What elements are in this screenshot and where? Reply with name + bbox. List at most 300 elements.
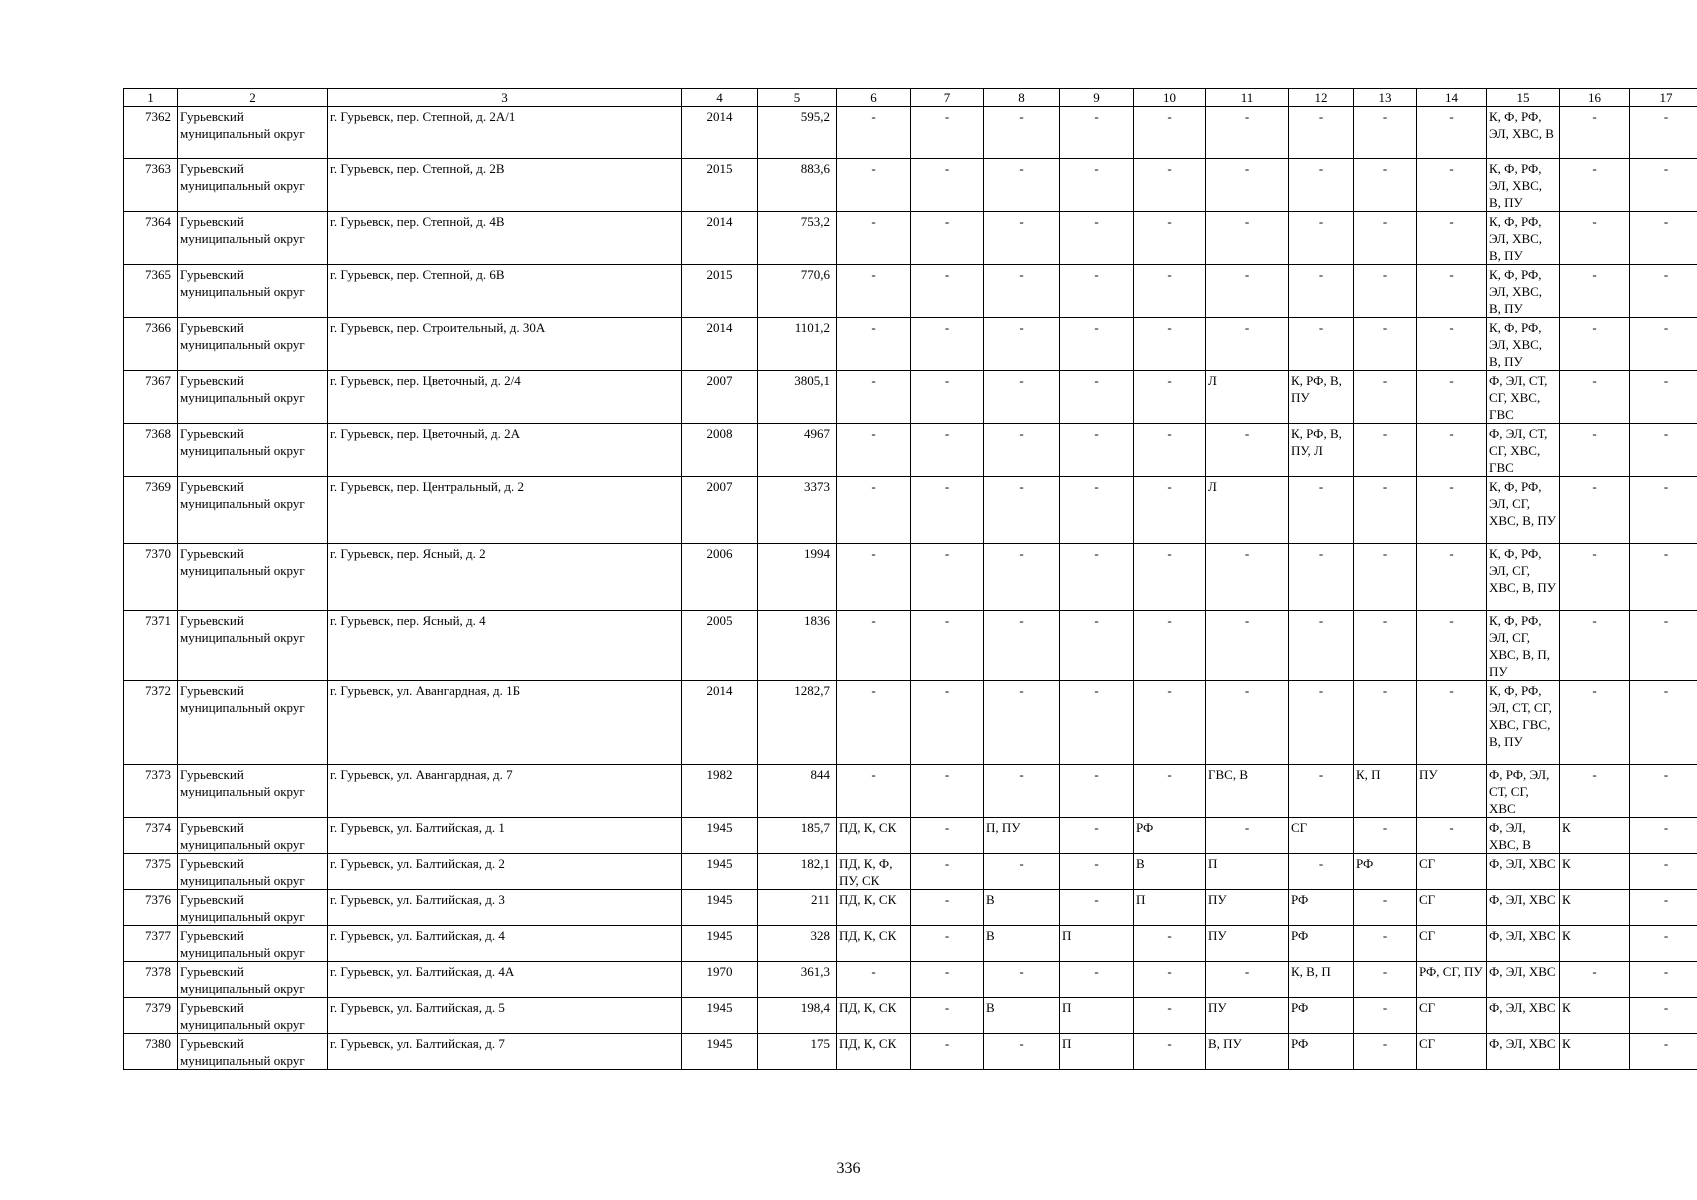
cell-col-16: К (1560, 890, 1630, 926)
cell-col-8: - (984, 765, 1060, 818)
cell-col-17: - (1630, 318, 1697, 371)
cell-col-1: 7380 (124, 1034, 178, 1070)
cell-col-12: - (1289, 318, 1354, 371)
table-row (124, 424, 1697, 477)
column-number-1: 1 (124, 89, 178, 107)
cell-col-13: - (1354, 107, 1417, 159)
cell-col-11: - (1206, 544, 1289, 611)
cell-col-8: - (984, 318, 1060, 371)
cell-col-7: - (911, 854, 984, 890)
cell-col-11: - (1206, 424, 1289, 477)
cell-col-1: 7374 (124, 818, 178, 854)
cell-col-6: - (837, 265, 911, 318)
cell-col-14: РФ, СГ, ПУ (1417, 962, 1487, 998)
cell-col-9: - (1060, 681, 1134, 765)
cell-col-4: 2014 (682, 107, 758, 159)
cell-col-12: - (1289, 765, 1354, 818)
cell-col-4: 2014 (682, 681, 758, 765)
cell-col-17: - (1630, 107, 1697, 159)
cell-col-14: - (1417, 477, 1487, 544)
cell-col-3: г. Гурьевск, ул. Балтийская, д. 4А (328, 962, 682, 998)
cell-col-5: 1836 (758, 611, 837, 681)
table-row (124, 962, 1697, 998)
cell-col-17: - (1630, 926, 1697, 962)
column-number-3: 3 (328, 89, 682, 107)
cell-col-5: 595,2 (758, 107, 837, 159)
cell-col-3: г. Гурьевск, пер. Строительный, д. 30А (328, 318, 682, 371)
cell-col-6: - (837, 318, 911, 371)
cell-col-5: 3805,1 (758, 371, 837, 424)
cell-col-15: К, Ф, РФ, ЭЛ, СГ, ХВС, В, ПУ (1487, 544, 1560, 611)
cell-col-2: Гурьевский муниципальный округ (178, 371, 328, 424)
cell-col-17: - (1630, 681, 1697, 765)
cell-col-12: РФ (1289, 890, 1354, 926)
cell-col-8: - (984, 212, 1060, 265)
cell-col-10: - (1134, 159, 1206, 212)
cell-col-8: - (984, 544, 1060, 611)
cell-col-6: - (837, 424, 911, 477)
cell-col-13: - (1354, 212, 1417, 265)
cell-col-3: г. Гурьевск, пер. Цветочный, д. 2/4 (328, 371, 682, 424)
cell-col-6: - (837, 544, 911, 611)
cell-col-3: г. Гурьевск, пер. Степной, д. 6В (328, 265, 682, 318)
cell-col-7: - (911, 818, 984, 854)
cell-col-13: - (1354, 962, 1417, 998)
cell-col-7: - (911, 1034, 984, 1070)
cell-col-4: 2006 (682, 544, 758, 611)
cell-col-14: - (1417, 371, 1487, 424)
cell-col-1: 7364 (124, 212, 178, 265)
cell-col-5: 883,6 (758, 159, 837, 212)
table-row (124, 212, 1697, 265)
cell-col-2: Гурьевский муниципальный округ (178, 890, 328, 926)
cell-col-7: - (911, 477, 984, 544)
cell-col-6: ПД, К, СК (837, 818, 911, 854)
cell-col-13: - (1354, 681, 1417, 765)
cell-col-3: г. Гурьевск, ул. Балтийская, д. 3 (328, 890, 682, 926)
cell-col-11: П (1206, 854, 1289, 890)
cell-col-9: - (1060, 107, 1134, 159)
cell-col-2: Гурьевский муниципальный округ (178, 265, 328, 318)
cell-col-3: г. Гурьевск, пер. Степной, д. 2А/1 (328, 107, 682, 159)
cell-col-6: ПД, К, СК (837, 998, 911, 1034)
cell-col-7: - (911, 107, 984, 159)
cell-col-14: - (1417, 107, 1487, 159)
cell-col-3: г. Гурьевск, ул. Балтийская, д. 2 (328, 854, 682, 890)
cell-col-6: ПД, К, СК (837, 1034, 911, 1070)
cell-col-2: Гурьевский муниципальный округ (178, 854, 328, 890)
cell-col-10: - (1134, 611, 1206, 681)
cell-col-16: - (1560, 962, 1630, 998)
cell-col-2: Гурьевский муниципальный округ (178, 926, 328, 962)
table-row (124, 544, 1697, 611)
cell-col-8: - (984, 854, 1060, 890)
cell-col-14: - (1417, 212, 1487, 265)
cell-col-11: ГВС, В (1206, 765, 1289, 818)
cell-col-14: - (1417, 818, 1487, 854)
table-row (124, 159, 1697, 212)
cell-col-11: Л (1206, 371, 1289, 424)
cell-col-2: Гурьевский муниципальный округ (178, 544, 328, 611)
cell-col-10: - (1134, 765, 1206, 818)
cell-col-9: - (1060, 159, 1134, 212)
cell-col-16: - (1560, 159, 1630, 212)
cell-col-12: - (1289, 159, 1354, 212)
cell-col-1: 7372 (124, 681, 178, 765)
cell-col-6: - (837, 159, 911, 212)
cell-col-13: - (1354, 544, 1417, 611)
cell-col-11: - (1206, 818, 1289, 854)
cell-col-16: - (1560, 265, 1630, 318)
cell-col-6: - (837, 107, 911, 159)
table-row (124, 318, 1697, 371)
cell-col-13: - (1354, 477, 1417, 544)
cell-col-9: - (1060, 371, 1134, 424)
cell-col-2: Гурьевский муниципальный округ (178, 765, 328, 818)
cell-col-17: - (1630, 962, 1697, 998)
cell-col-9: - (1060, 962, 1134, 998)
cell-col-9: - (1060, 890, 1134, 926)
cell-col-15: К, Ф, РФ, ЭЛ, ХВС, В, ПУ (1487, 212, 1560, 265)
cell-col-13: К, П (1354, 765, 1417, 818)
cell-col-12: РФ (1289, 998, 1354, 1034)
cell-col-4: 1970 (682, 962, 758, 998)
cell-col-16: К (1560, 926, 1630, 962)
cell-col-4: 2014 (682, 318, 758, 371)
cell-col-4: 1945 (682, 926, 758, 962)
cell-col-10: - (1134, 477, 1206, 544)
cell-col-4: 1945 (682, 998, 758, 1034)
cell-col-16: - (1560, 477, 1630, 544)
cell-col-7: - (911, 998, 984, 1034)
cell-col-1: 7369 (124, 477, 178, 544)
table-row (124, 265, 1697, 318)
cell-col-14: СГ (1417, 890, 1487, 926)
cell-col-15: Ф, ЭЛ, ХВС (1487, 890, 1560, 926)
cell-col-10: - (1134, 926, 1206, 962)
table-row (124, 107, 1697, 159)
cell-col-4: 2008 (682, 424, 758, 477)
cell-col-12: - (1289, 681, 1354, 765)
cell-col-13: - (1354, 318, 1417, 371)
column-number-10: 10 (1134, 89, 1206, 107)
cell-col-15: Ф, ЭЛ, ХВС (1487, 1034, 1560, 1070)
cell-col-16: - (1560, 681, 1630, 765)
cell-col-5: 4967 (758, 424, 837, 477)
cell-col-13: - (1354, 890, 1417, 926)
cell-col-11: - (1206, 159, 1289, 212)
cell-col-17: - (1630, 265, 1697, 318)
cell-col-13: - (1354, 1034, 1417, 1070)
cell-col-10: - (1134, 424, 1206, 477)
cell-col-16: - (1560, 611, 1630, 681)
cell-col-17: - (1630, 998, 1697, 1034)
cell-col-10: - (1134, 962, 1206, 998)
cell-col-1: 7362 (124, 107, 178, 159)
cell-col-5: 770,6 (758, 265, 837, 318)
cell-col-11: - (1206, 681, 1289, 765)
cell-col-2: Гурьевский муниципальный округ (178, 998, 328, 1034)
table-row (124, 890, 1697, 926)
cell-col-12: РФ (1289, 926, 1354, 962)
cell-col-17: - (1630, 371, 1697, 424)
table-row (124, 818, 1697, 854)
cell-col-1: 7368 (124, 424, 178, 477)
cell-col-3: г. Гурьевск, ул. Балтийская, д. 5 (328, 998, 682, 1034)
cell-col-16: - (1560, 371, 1630, 424)
cell-col-3: г. Гурьевск, ул. Балтийская, д. 7 (328, 1034, 682, 1070)
cell-col-17: - (1630, 611, 1697, 681)
cell-col-3: г. Гурьевск, пер. Цветочный, д. 2А (328, 424, 682, 477)
page-number: 336 (836, 1160, 861, 1177)
cell-col-8: - (984, 424, 1060, 477)
cell-col-13: - (1354, 424, 1417, 477)
cell-col-15: Ф, ЭЛ, ХВС (1487, 926, 1560, 962)
cell-col-14: СГ (1417, 926, 1487, 962)
cell-col-11: Л (1206, 477, 1289, 544)
cell-col-15: К, Ф, РФ, ЭЛ, СГ, ХВС, В, ПУ (1487, 477, 1560, 544)
cell-col-1: 7375 (124, 854, 178, 890)
table-body (124, 107, 1697, 1070)
column-number-row (124, 89, 1697, 107)
cell-col-12: СГ (1289, 818, 1354, 854)
cell-col-1: 7370 (124, 544, 178, 611)
cell-col-12: К, РФ, В, ПУ, Л (1289, 424, 1354, 477)
cell-col-15: К, Ф, РФ, ЭЛ, ХВС, В, ПУ (1487, 159, 1560, 212)
cell-col-10: - (1134, 265, 1206, 318)
cell-col-8: - (984, 477, 1060, 544)
column-number-17: 17 (1630, 89, 1697, 107)
cell-col-10: В (1134, 854, 1206, 890)
cell-col-4: 2014 (682, 212, 758, 265)
cell-col-8: - (984, 962, 1060, 998)
table-row (124, 926, 1697, 962)
cell-col-15: К, Ф, РФ, ЭЛ, СГ, ХВС, В, П, ПУ (1487, 611, 1560, 681)
cell-col-4: 1945 (682, 854, 758, 890)
column-number-2: 2 (178, 89, 328, 107)
cell-col-6: - (837, 611, 911, 681)
cell-col-12: РФ (1289, 1034, 1354, 1070)
cell-col-15: К, Ф, РФ, ЭЛ, ХВС, В, ПУ (1487, 318, 1560, 371)
cell-col-16: К (1560, 1034, 1630, 1070)
cell-col-11: - (1206, 318, 1289, 371)
cell-col-5: 1994 (758, 544, 837, 611)
cell-col-5: 175 (758, 1034, 837, 1070)
cell-col-17: - (1630, 424, 1697, 477)
cell-col-15: К, Ф, РФ, ЭЛ, ХВС, В, ПУ (1487, 265, 1560, 318)
cell-col-10: - (1134, 318, 1206, 371)
cell-col-13: - (1354, 265, 1417, 318)
cell-col-9: - (1060, 611, 1134, 681)
cell-col-14: ПУ (1417, 765, 1487, 818)
cell-col-14: - (1417, 424, 1487, 477)
cell-col-12: К, РФ, В, ПУ (1289, 371, 1354, 424)
cell-col-17: - (1630, 818, 1697, 854)
cell-col-14: - (1417, 544, 1487, 611)
cell-col-15: Ф, РФ, ЭЛ, СТ, СГ, ХВС (1487, 765, 1560, 818)
cell-col-7: - (911, 371, 984, 424)
cell-col-1: 7379 (124, 998, 178, 1034)
column-number-6: 6 (837, 89, 911, 107)
cell-col-10: - (1134, 544, 1206, 611)
cell-col-14: - (1417, 681, 1487, 765)
cell-col-16: - (1560, 424, 1630, 477)
cell-col-17: - (1630, 1034, 1697, 1070)
cell-col-3: г. Гурьевск, ул. Балтийская, д. 4 (328, 926, 682, 962)
cell-col-6: - (837, 765, 911, 818)
cell-col-5: 211 (758, 890, 837, 926)
cell-col-2: Гурьевский муниципальный округ (178, 159, 328, 212)
cell-col-4: 2007 (682, 477, 758, 544)
cell-col-5: 1101,2 (758, 318, 837, 371)
cell-col-9: П (1060, 926, 1134, 962)
cell-col-5: 3373 (758, 477, 837, 544)
cell-col-13: - (1354, 926, 1417, 962)
cell-col-8: В (984, 926, 1060, 962)
cell-col-15: Ф, ЭЛ, СТ, СГ, ХВС, ГВС (1487, 424, 1560, 477)
cell-col-7: - (911, 424, 984, 477)
cell-col-2: Гурьевский муниципальный округ (178, 477, 328, 544)
cell-col-4: 2005 (682, 611, 758, 681)
cell-col-16: - (1560, 765, 1630, 818)
cell-col-15: Ф, ЭЛ, ХВС (1487, 998, 1560, 1034)
cell-col-11: ПУ (1206, 890, 1289, 926)
cell-col-7: - (911, 159, 984, 212)
cell-col-10: - (1134, 681, 1206, 765)
cell-col-7: - (911, 318, 984, 371)
column-number-7: 7 (911, 89, 984, 107)
cell-col-2: Гурьевский муниципальный округ (178, 611, 328, 681)
cell-col-15: Ф, ЭЛ, СТ, СГ, ХВС, ГВС (1487, 371, 1560, 424)
cell-col-7: - (911, 611, 984, 681)
cell-col-9: П (1060, 1034, 1134, 1070)
cell-col-8: - (984, 159, 1060, 212)
cell-col-14: СГ (1417, 854, 1487, 890)
column-number-11: 11 (1206, 89, 1289, 107)
cell-col-3: г. Гурьевск, пер. Ясный, д. 2 (328, 544, 682, 611)
register-table (123, 88, 1697, 1070)
cell-col-4: 1982 (682, 765, 758, 818)
cell-col-7: - (911, 765, 984, 818)
cell-col-13: РФ (1354, 854, 1417, 890)
cell-col-1: 7377 (124, 926, 178, 962)
cell-col-9: - (1060, 212, 1134, 265)
cell-col-10: РФ (1134, 818, 1206, 854)
table-row (124, 681, 1697, 765)
cell-col-7: - (911, 265, 984, 318)
cell-col-5: 198,4 (758, 998, 837, 1034)
cell-col-6: - (837, 681, 911, 765)
cell-col-7: - (911, 926, 984, 962)
cell-col-11: - (1206, 107, 1289, 159)
cell-col-17: - (1630, 212, 1697, 265)
cell-col-5: 182,1 (758, 854, 837, 890)
cell-col-5: 844 (758, 765, 837, 818)
cell-col-9: - (1060, 477, 1134, 544)
cell-col-3: г. Гурьевск, ул. Авангардная, д. 1Б (328, 681, 682, 765)
cell-col-8: - (984, 107, 1060, 159)
cell-col-1: 7363 (124, 159, 178, 212)
column-number-4: 4 (682, 89, 758, 107)
cell-col-13: - (1354, 371, 1417, 424)
table-row (124, 371, 1697, 424)
cell-col-5: 185,7 (758, 818, 837, 854)
table-row (124, 477, 1697, 544)
cell-col-1: 7365 (124, 265, 178, 318)
cell-col-7: - (911, 962, 984, 998)
column-number-9: 9 (1060, 89, 1134, 107)
cell-col-6: ПД, К, Ф, ПУ, СК (837, 854, 911, 890)
cell-col-4: 1945 (682, 818, 758, 854)
cell-col-2: Гурьевский муниципальный округ (178, 212, 328, 265)
cell-col-1: 7376 (124, 890, 178, 926)
cell-col-11: - (1206, 212, 1289, 265)
column-number-16: 16 (1560, 89, 1630, 107)
cell-col-12: К, В, П (1289, 962, 1354, 998)
cell-col-14: - (1417, 159, 1487, 212)
cell-col-12: - (1289, 107, 1354, 159)
cell-col-2: Гурьевский муниципальный округ (178, 1034, 328, 1070)
cell-col-4: 2015 (682, 265, 758, 318)
cell-col-15: К, Ф, РФ, ЭЛ, ХВС, В (1487, 107, 1560, 159)
cell-col-12: - (1289, 854, 1354, 890)
cell-col-1: 7373 (124, 765, 178, 818)
cell-col-6: - (837, 212, 911, 265)
cell-col-7: - (911, 544, 984, 611)
cell-col-10: П (1134, 890, 1206, 926)
cell-col-9: - (1060, 544, 1134, 611)
cell-col-6: - (837, 962, 911, 998)
cell-col-10: - (1134, 371, 1206, 424)
cell-col-2: Гурьевский муниципальный округ (178, 107, 328, 159)
cell-col-9: - (1060, 854, 1134, 890)
cell-col-8: - (984, 1034, 1060, 1070)
cell-col-1: 7366 (124, 318, 178, 371)
cell-col-8: П, ПУ (984, 818, 1060, 854)
column-number-13: 13 (1354, 89, 1417, 107)
cell-col-11: ПУ (1206, 998, 1289, 1034)
cell-col-16: - (1560, 107, 1630, 159)
column-number-12: 12 (1289, 89, 1354, 107)
cell-col-8: В (984, 998, 1060, 1034)
cell-col-14: - (1417, 318, 1487, 371)
cell-col-12: - (1289, 265, 1354, 318)
cell-col-6: ПД, К, СК (837, 890, 911, 926)
cell-col-5: 328 (758, 926, 837, 962)
cell-col-3: г. Гурьевск, пер. Центральный, д. 2 (328, 477, 682, 544)
cell-col-17: - (1630, 544, 1697, 611)
cell-col-5: 1282,7 (758, 681, 837, 765)
cell-col-6: - (837, 477, 911, 544)
cell-col-16: К (1560, 998, 1630, 1034)
cell-col-4: 1945 (682, 890, 758, 926)
cell-col-9: - (1060, 818, 1134, 854)
cell-col-17: - (1630, 890, 1697, 926)
cell-col-8: - (984, 611, 1060, 681)
cell-col-2: Гурьевский муниципальный округ (178, 318, 328, 371)
cell-col-16: - (1560, 544, 1630, 611)
cell-col-11: - (1206, 962, 1289, 998)
cell-col-8: - (984, 371, 1060, 424)
cell-col-2: Гурьевский муниципальный округ (178, 681, 328, 765)
cell-col-8: - (984, 681, 1060, 765)
cell-col-15: К, Ф, РФ, ЭЛ, СТ, СГ, ХВС, ГВС, В, ПУ (1487, 681, 1560, 765)
cell-col-9: П (1060, 998, 1134, 1034)
cell-col-17: - (1630, 765, 1697, 818)
cell-col-11: В, ПУ (1206, 1034, 1289, 1070)
register-sheet (123, 88, 1672, 1128)
cell-col-17: - (1630, 854, 1697, 890)
